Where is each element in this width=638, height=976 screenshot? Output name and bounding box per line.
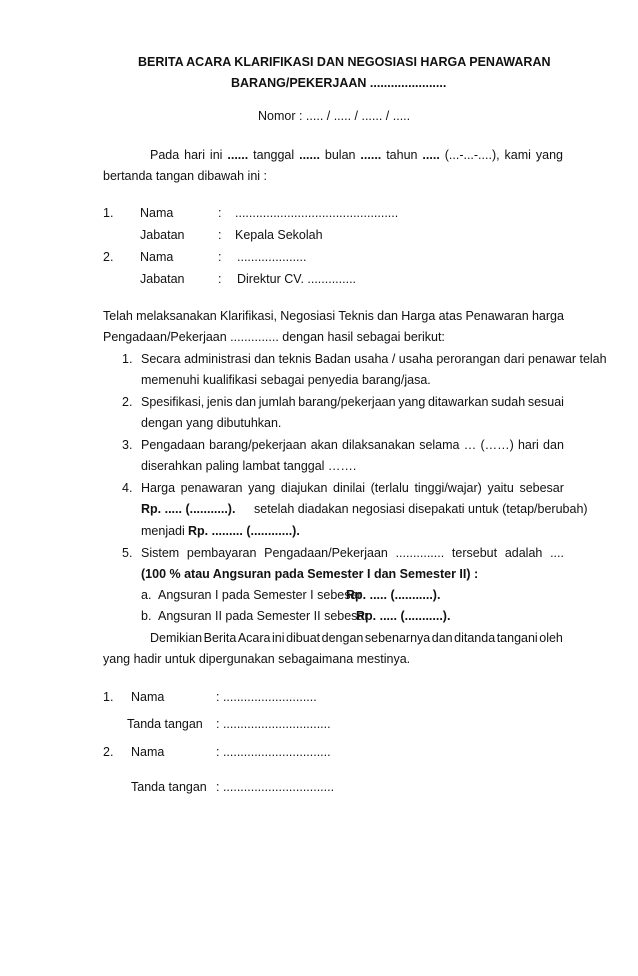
item1-line2: memenuhi kualifikasi sebagai penyedia barang/jasa. [141, 373, 431, 387]
party-value: Direktur CV. .............. [237, 272, 357, 286]
closing-word: dengan [321, 631, 364, 645]
subitem-letter: b. [141, 609, 152, 623]
item3-word: dilaksanakan [342, 438, 415, 452]
opening-word: bulan [324, 148, 356, 162]
opening-word: kami [504, 148, 531, 162]
item4-word: penawaran [180, 481, 243, 495]
item2-line2: dengan yang dibutuhkan. [141, 416, 282, 430]
item3-word: barang/pekerjaan [209, 438, 307, 452]
signature-number: 1. [103, 690, 114, 704]
party-number: 2. [103, 250, 114, 264]
closing-word: dan [431, 631, 453, 645]
party-label: Nama [140, 250, 174, 264]
intro-word: atas [438, 309, 463, 323]
closing-line1 [150, 631, 563, 645]
item-number: 5. [122, 546, 133, 560]
item4-price-initial: Rp. ..... (...........). [141, 502, 236, 516]
item-number: 3. [122, 438, 133, 452]
item3-word: Pengadaan [141, 438, 205, 452]
opening-line2: bertanda tangan dibawah ini : [103, 169, 268, 183]
party-value: ............................................... [235, 206, 399, 220]
item3-word: hari [517, 438, 539, 452]
doc-number: Nomor : ..... / ..... / ...... / ..... [258, 109, 411, 123]
item-number: 1. [122, 352, 133, 366]
intro-line1 [103, 309, 564, 323]
item2-word: dan [235, 395, 257, 409]
item5-word: adalah [504, 546, 543, 560]
closing-word: tangani [496, 631, 538, 645]
intro-word: Negosiasi [280, 309, 336, 323]
opening-date-format: (...-...-....), [444, 148, 500, 162]
item-number: 2. [122, 395, 133, 409]
closing-word: dibuat [286, 631, 321, 645]
party-colon: : [218, 206, 222, 220]
item5-word: Sistem [141, 546, 180, 560]
item1-line1: Secara administrasi dan teknis Badan usaha / usaha perorangan dari penawar telah [141, 352, 607, 366]
item3-word: selama [419, 438, 460, 452]
opening-line1 [150, 148, 563, 162]
closing-word: sebenarnya [364, 631, 431, 645]
intro-word: harga [531, 309, 564, 323]
intro-word: Harga [401, 309, 436, 323]
opening-word: tahun [386, 148, 418, 162]
intro-word: melaksanakan [136, 309, 217, 323]
doc-title-line2: BARANG/PEKERJAAN ...................... [231, 76, 447, 90]
closing-word: Demikian [150, 631, 203, 645]
item5-line1 [141, 546, 564, 560]
signature-label: Nama [131, 690, 165, 704]
opening-date-blank: ...... [299, 148, 320, 162]
intro-word: Klarifikasi, [220, 309, 277, 323]
item4-word: yaitu [487, 481, 514, 495]
item4-word: tinggi/wajar) [414, 481, 482, 495]
party-label: Jabatan [140, 272, 185, 286]
closing-word: Acara [237, 631, 271, 645]
intro-word: Telah [103, 309, 133, 323]
item2-word: yang [398, 395, 426, 409]
item-number: 4. [122, 481, 133, 495]
item3-word: (……) [480, 438, 514, 452]
item2-word: ditawarkan [427, 395, 489, 409]
opening-word: Pada [150, 148, 180, 162]
item5-word: Pengadaan/Pekerjaan [264, 546, 388, 560]
opening-day-blank: ...... [227, 148, 249, 162]
party-label: Jabatan [140, 228, 185, 242]
opening-word: hari [184, 148, 205, 162]
intro-line2: Pengadaan/Pekerjaan .............. dengan hasil sebagai berikut: [103, 330, 445, 344]
closing-word: oleh [539, 631, 563, 645]
opening-word: tanggal [253, 148, 295, 162]
item4-word: sebesar [519, 481, 564, 495]
item4-line1 [141, 481, 564, 495]
item4-word: Harga [141, 481, 176, 495]
signature-value: : ............................... [216, 745, 331, 759]
item4-word: (terlalu [370, 481, 409, 495]
opening-word: yang [535, 148, 563, 162]
signature-number: 2. [103, 745, 114, 759]
signature-value: : ................................ [216, 780, 335, 794]
item2-word: Spesifikasi, [141, 395, 205, 409]
item2-line1 [141, 395, 564, 409]
closing-line2: yang hadir untuk dipergunakan sebagaimana mestinya. [103, 652, 411, 666]
item5-word: .... [550, 546, 564, 560]
item4-price-final: Rp. ......... (............). [188, 524, 300, 538]
party-colon: : [218, 250, 222, 264]
subitem-b-amount: Rp. ..... (...........). [356, 609, 451, 623]
closing-word: Berita [203, 631, 237, 645]
item5-payment-system: (100 % atau Angsuran pada Semester I dan Semester II) : [141, 567, 479, 581]
item5-word: .............. [395, 546, 445, 560]
item3-word: akan [310, 438, 338, 452]
subitem-b-text: Angsuran II pada Semester II sebesar [158, 609, 369, 623]
closing-word: ditanda [454, 631, 496, 645]
item2-word: barang/pekerjaan [298, 395, 396, 409]
intro-word: dan [377, 309, 398, 323]
item2-word: jumlah [258, 395, 296, 409]
item5-word: tersebut [451, 546, 498, 560]
party-value: Kepala Sekolah [235, 228, 323, 242]
item2-word: jenis [206, 395, 233, 409]
item3-word: dan [543, 438, 564, 452]
intro-word: Teknis [338, 309, 374, 323]
opening-year-blank: ..... [422, 148, 440, 162]
signature-label: Tanda tangan [131, 780, 207, 794]
party-value: .................... [237, 250, 307, 264]
item4-line2-text: setelah diadakan negosiasi disepakati untuk (tetap/berubah) [254, 502, 588, 516]
item4-line3-text: menjadi [141, 524, 185, 538]
item4-word: diajukan [280, 481, 328, 495]
doc-title-line1: BERITA ACARA KLARIFIKASI DAN NEGOSIASI HARGA PENAWARAN [138, 55, 551, 69]
signature-value: : ........................... [216, 690, 317, 704]
opening-word: ini [209, 148, 223, 162]
item3-line2: diserahkan paling lambat tanggal ……. [141, 459, 357, 473]
item2-word: sudah [491, 395, 526, 409]
party-label: Nama [140, 206, 174, 220]
signature-value: : ............................... [216, 717, 331, 731]
item4-word: dinilai [333, 481, 365, 495]
opening-month-blank: ...... [360, 148, 382, 162]
item2-word: sesuai [527, 395, 564, 409]
party-number: 1. [103, 206, 114, 220]
signature-label: Nama [131, 745, 165, 759]
subitem-a-amount: Rp. ..... (...........). [346, 588, 441, 602]
intro-word: Penawaran [465, 309, 529, 323]
party-colon: : [218, 272, 222, 286]
party-colon: : [218, 228, 222, 242]
subitem-letter: a. [141, 588, 152, 602]
closing-word: ini [272, 631, 285, 645]
item4-word: yang [248, 481, 276, 495]
item5-word: pembayaran [186, 546, 257, 560]
subitem-a-text: Angsuran I pada Semester I sebesar [158, 588, 362, 602]
signature-label: Tanda tangan [127, 717, 203, 731]
item3-word: … [463, 438, 477, 452]
item3-line1 [141, 438, 564, 452]
